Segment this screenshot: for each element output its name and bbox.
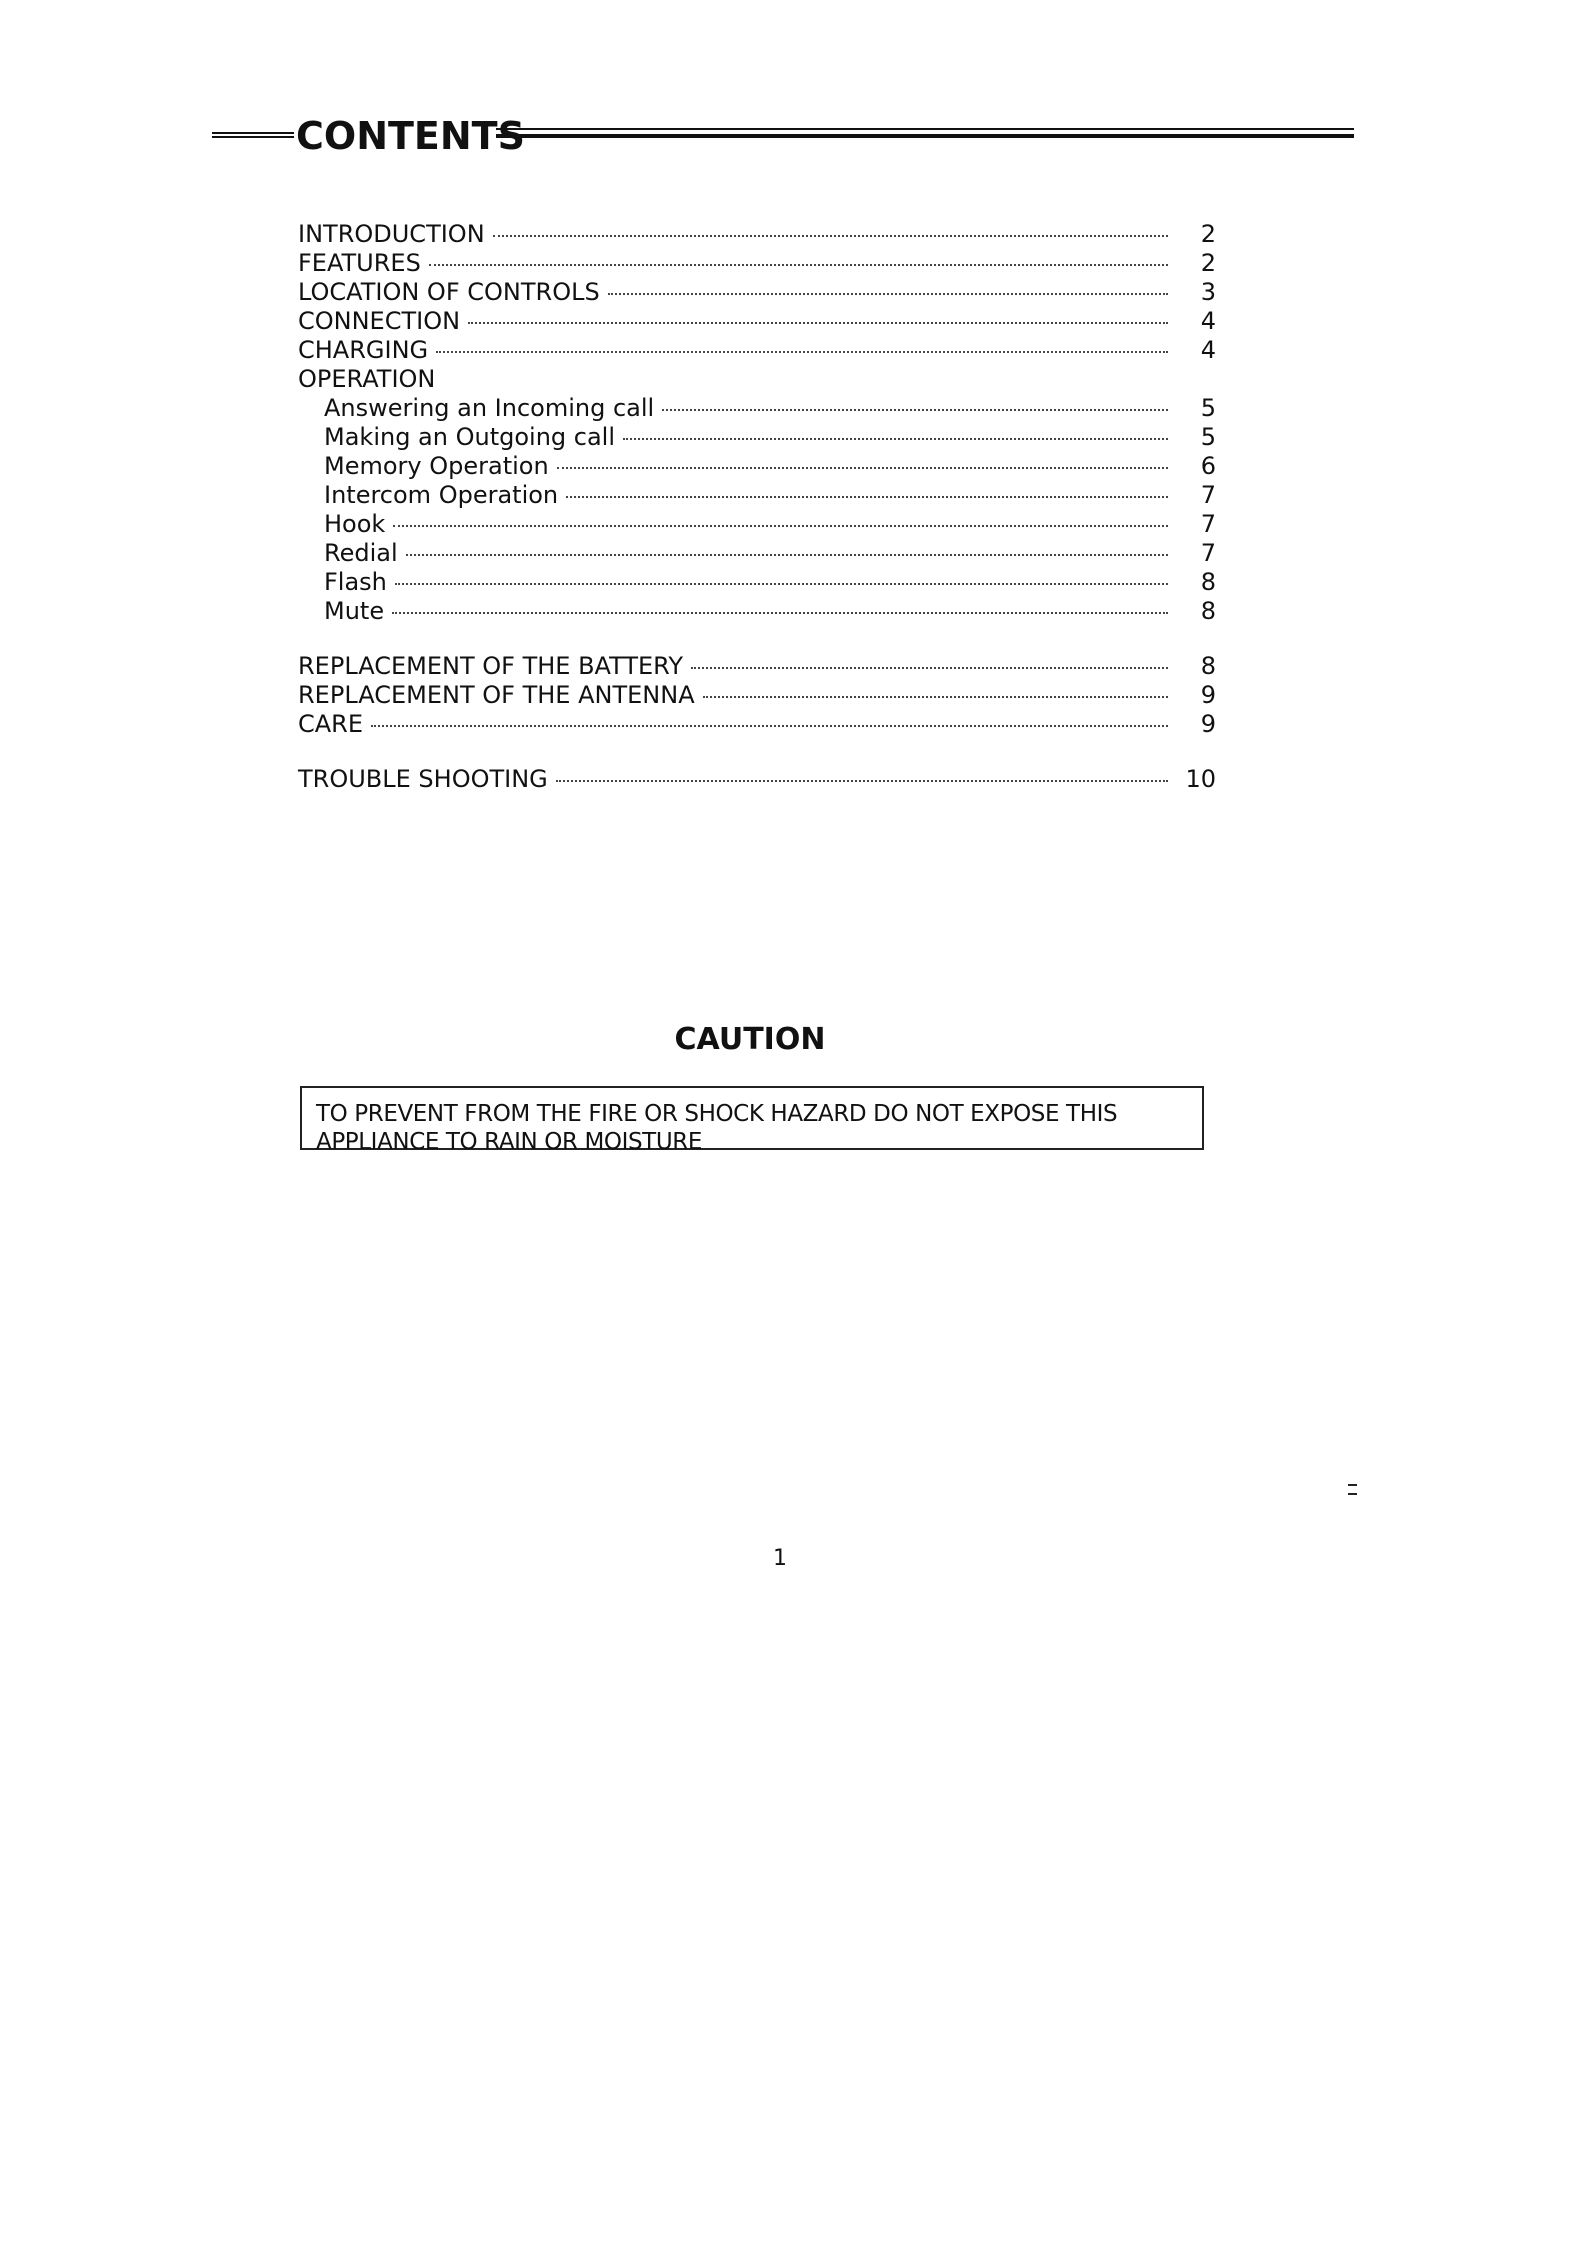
toc-entry-title: FEATURES (298, 249, 421, 277)
toc-entry-page: 7 (1200, 510, 1216, 538)
toc-entry-memory-operation[interactable] (298, 452, 1216, 481)
toc-entry-care[interactable] (298, 710, 1216, 739)
toc-entry-features[interactable] (298, 249, 1216, 278)
toc-entry-introduction[interactable] (298, 220, 1216, 249)
toc-entry-page: 9 (1200, 681, 1216, 709)
margin-mark (1348, 1484, 1357, 1495)
toc-entry-title: Redial (324, 539, 398, 567)
toc-entry-page: 8 (1200, 652, 1216, 680)
toc-dot-leader (493, 235, 1168, 237)
toc-dot-leader (406, 554, 1168, 556)
toc-entry-title: Intercom Operation (324, 481, 559, 509)
toc-entry-page: 9 (1200, 710, 1216, 738)
toc-dot-leader (691, 667, 1168, 669)
toc-dot-leader (557, 467, 1168, 469)
toc-dot-leader (393, 525, 1168, 527)
toc-entry-page: 5 (1200, 394, 1216, 422)
toc-entry-flash[interactable] (298, 568, 1216, 597)
page-title: CONTENTS (296, 114, 525, 158)
toc-dot-leader (392, 612, 1168, 614)
toc-dot-leader (608, 293, 1168, 295)
page-number: 1 (773, 1546, 787, 1571)
toc-entry-page: 7 (1200, 539, 1216, 567)
toc-entry-title: Mute (324, 597, 385, 625)
toc-entry-making-outgoing-call[interactable] (298, 423, 1216, 452)
toc-entry-page: 7 (1200, 481, 1216, 509)
caution-text: TO PREVENT FROM THE FIRE OR SHOCK HAZARD DO NOT EXPOSE THIS APPLIANCE TO RAIN OR MOISTURE (316, 1101, 1118, 1155)
toc-entry-title: Making an Outgoing call (324, 423, 616, 451)
toc-entry-title: LOCATION OF CONTROLS (298, 278, 600, 306)
toc-entry-replacement-of-battery[interactable] (298, 652, 1216, 681)
toc-entry-page: 2 (1200, 220, 1216, 248)
toc-entry-replacement-of-antenna[interactable] (298, 681, 1216, 710)
toc-dot-leader (662, 409, 1168, 411)
table-of-contents (298, 220, 1216, 794)
toc-dot-leader (556, 780, 1168, 782)
toc-entry-redial[interactable] (298, 539, 1216, 568)
caution-heading: CAUTION (674, 1022, 826, 1057)
toc-entry-page: 4 (1200, 307, 1216, 335)
toc-entry-hook[interactable] (298, 510, 1216, 539)
toc-entry-title: Flash (324, 568, 387, 596)
toc-entry-charging[interactable] (298, 336, 1216, 365)
toc-dot-leader (371, 725, 1168, 727)
toc-entry-page: 8 (1200, 597, 1216, 625)
toc-dot-leader (429, 264, 1168, 266)
toc-entry-title: CONNECTION (298, 307, 461, 335)
toc-dot-leader (703, 696, 1168, 698)
toc-entry-connection[interactable] (298, 307, 1216, 336)
toc-entry-title: Memory Operation (324, 452, 549, 480)
toc-entry-title: Hook (324, 510, 386, 538)
toc-entry-title: TROUBLE SHOOTING (298, 765, 548, 793)
toc-entry-title: INTRODUCTION (298, 220, 485, 248)
toc-entry-title: CHARGING (298, 336, 429, 364)
toc-entry-answering-incoming-call[interactable] (298, 394, 1216, 423)
header-rule-right (496, 128, 1354, 137)
toc-entry-mute[interactable] (298, 597, 1216, 626)
toc-entry-page: 6 (1200, 452, 1216, 480)
toc-entry-location-of-controls[interactable] (298, 278, 1216, 307)
toc-entry-page: 5 (1200, 423, 1216, 451)
toc-dot-leader (623, 438, 1168, 440)
toc-dot-leader (566, 496, 1168, 498)
toc-entry-page: 2 (1200, 249, 1216, 277)
toc-entry-page: 10 (1185, 765, 1216, 793)
contents-header (212, 108, 1354, 162)
toc-dot-leader (436, 351, 1168, 353)
toc-entry-page: 3 (1200, 278, 1216, 306)
toc-entry-title: Answering an Incoming call (324, 394, 655, 422)
toc-entry-page: 4 (1200, 336, 1216, 364)
toc-entry-page: 8 (1200, 568, 1216, 596)
toc-section-title: OPERATION (298, 365, 436, 393)
toc-entry-title: REPLACEMENT OF THE BATTERY (298, 652, 683, 680)
toc-dot-leader (395, 583, 1168, 585)
toc-entry-trouble-shooting[interactable] (298, 765, 1216, 794)
toc-entry-title: CARE (298, 710, 364, 738)
toc-dot-leader (468, 322, 1168, 324)
caution-box (300, 1086, 1204, 1155)
header-rule-left (212, 132, 294, 138)
toc-entry-operation[interactable] (298, 365, 1216, 394)
toc-entry-title: REPLACEMENT OF THE ANTENNA (298, 681, 695, 709)
toc-entry-intercom-operation[interactable] (298, 481, 1216, 510)
